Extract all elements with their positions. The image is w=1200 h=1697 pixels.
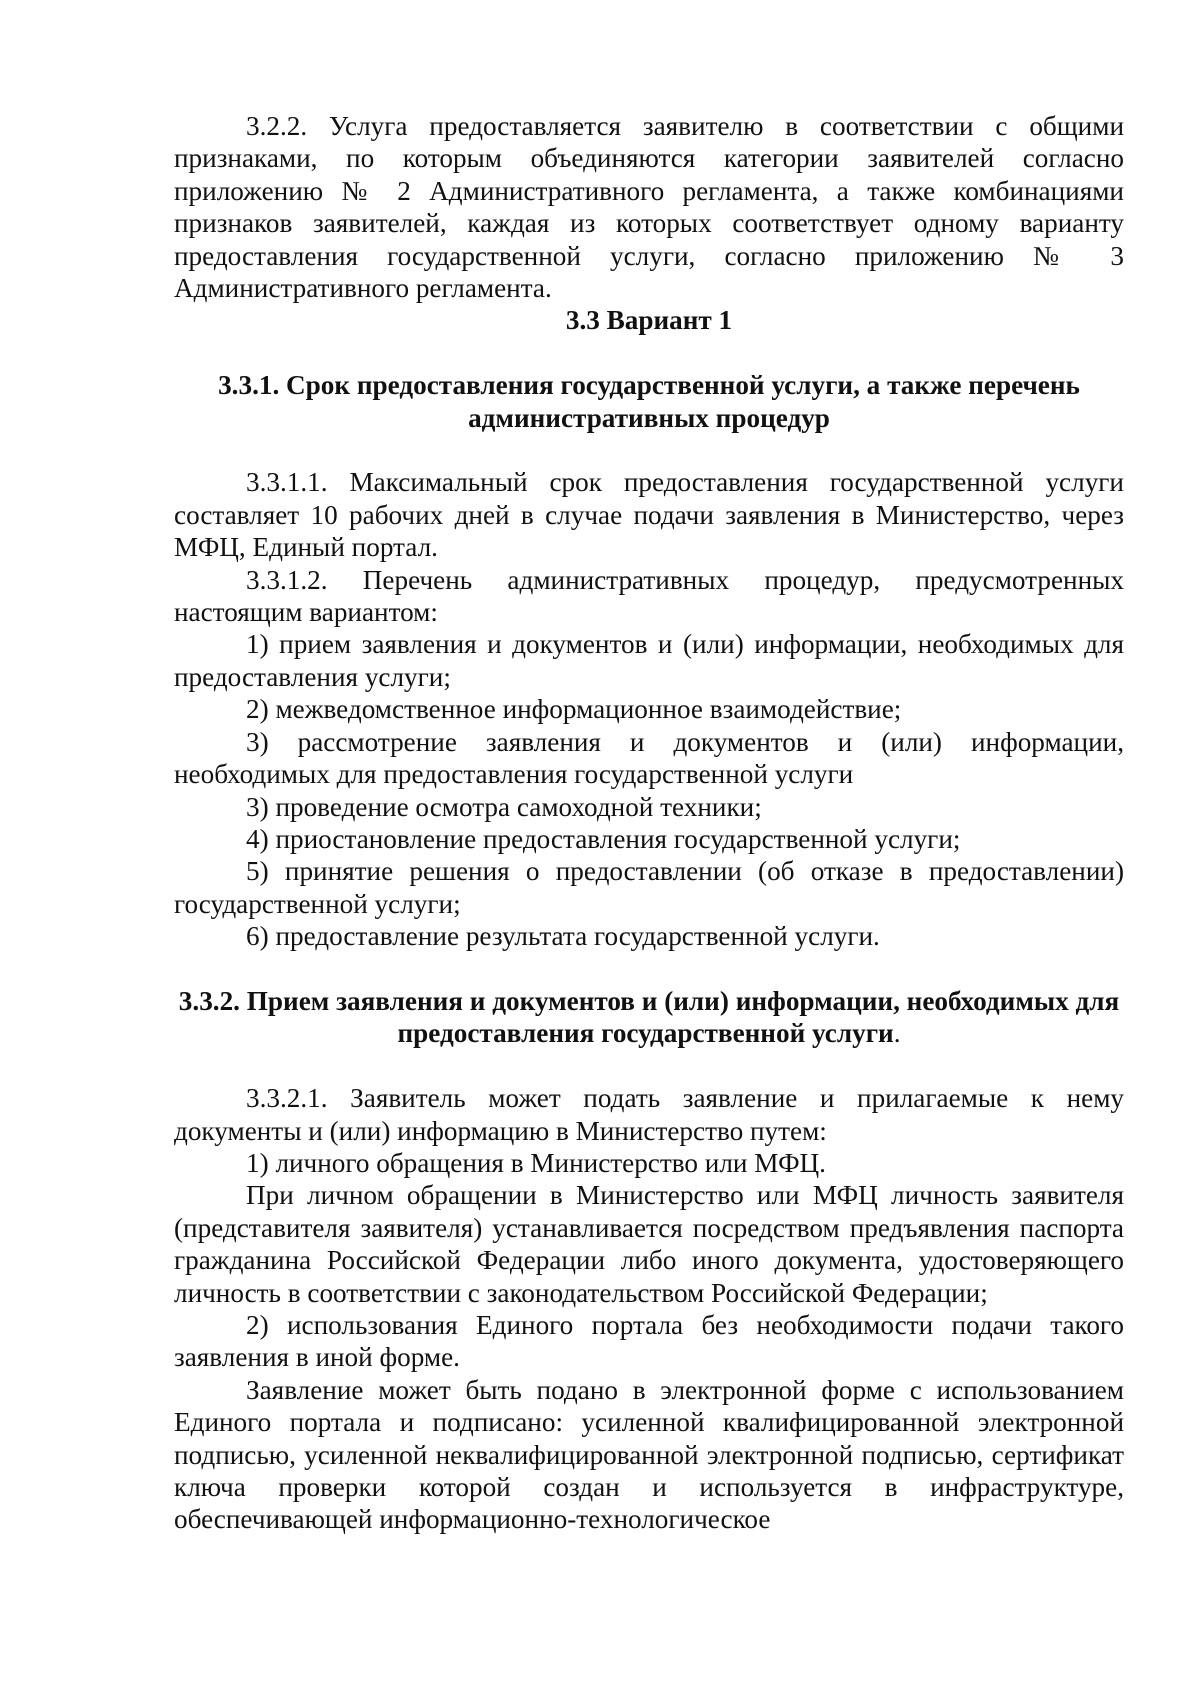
procedure-list: [174, 628, 1124, 952]
paragraph-3-3-2-1: 3.3.2.1. Заявитель может подать заявление и прилагаемые к нему документы и (или) информацию в Министерство путем:: [174, 1083, 1124, 1146]
list-item: 6) предоставление результата государственной услуги.: [246, 921, 880, 952]
paragraph-personal-appeal: При личном обращении в Министерство или МФЦ личность заявителя (представителя заявителя) устанавливается посредством предъявления паспорта гражданина Российской Федерации либо иного документа, удостоверяющего личность в соответствии с законодательством Российской Федерации;: [174, 1180, 1124, 1308]
subsection-title-3-3-2: [174, 985, 1124, 1050]
subsection-title-text: 3.3.2. Прием заявления и документов и (или) информации, необходимых для предоставления государственной услуги: [178, 985, 1120, 1049]
paragraph-3-3-1-1: 3.3.1.1. Максимальный срок предоставления государственной услуги составляет 10 рабочих дней в случае подачи заявления в Министерство, через МФЦ, Единый портал.: [174, 467, 1124, 563]
document-page: [174, 110, 1124, 1536]
list-item: 4) приостановление предоставления государственной услуги;: [246, 823, 961, 854]
list-item: 2) использования Единого портала без необходимости подачи такого заявления в иной форме.: [174, 1309, 1124, 1373]
list-item: 5) принятие решения о предоставлении (об отказе в предоставлении) государственной услуги;: [174, 856, 1124, 919]
list-item: 2) межведомственное информационное взаимодействие;: [246, 694, 902, 725]
subsection-title-period: .: [893, 1018, 901, 1049]
list-item: 1) личного обращения в Министерство или МФЦ.: [246, 1147, 826, 1178]
list-item: 3) рассмотрение заявления и документов и (или) информации, необходимых для предоставления государственной услуги: [174, 726, 1124, 790]
paragraph-electronic-form: Заявление может быть подано в электронной форме с использованием Единого портала и подписано: усиленной квалифицированной электронной подписью, усиленной неквалифицированной электронной подписью, сертификат ключа проверки которой создан и используется в инфраструктуре, обеспечивающей информационно-технологическое: [174, 1374, 1124, 1535]
section-title-3-3: 3.3 Вариант 1: [565, 305, 733, 336]
paragraph-3-2-2: 3.2.2. Услуга предоставляется заявителю в соответствии с общими признаками, по которым объединяются категории заявителей согласно приложению № 2 Административного регламента, а также комбинациями признаков заявителей, каждая из которых соответствует одному варианту предоставления государственной услуги, согласно приложению № 3 Административного регламента.: [174, 111, 1124, 304]
subsection-title-3-3-1: 3.3.1. Срок предоставления государственной услуги, а также перечень административных процедур: [218, 370, 1080, 433]
list-item: 3) проведение осмотра самоходной техники;: [246, 791, 762, 822]
paragraph-3-3-1-2: 3.3.1.2. Перечень административных процедур, предусмотренных настоящим вариантом:: [174, 564, 1124, 628]
list-item: 1) прием заявления и документов и (или) информации, необходимых для предоставления услуги;: [174, 629, 1124, 692]
